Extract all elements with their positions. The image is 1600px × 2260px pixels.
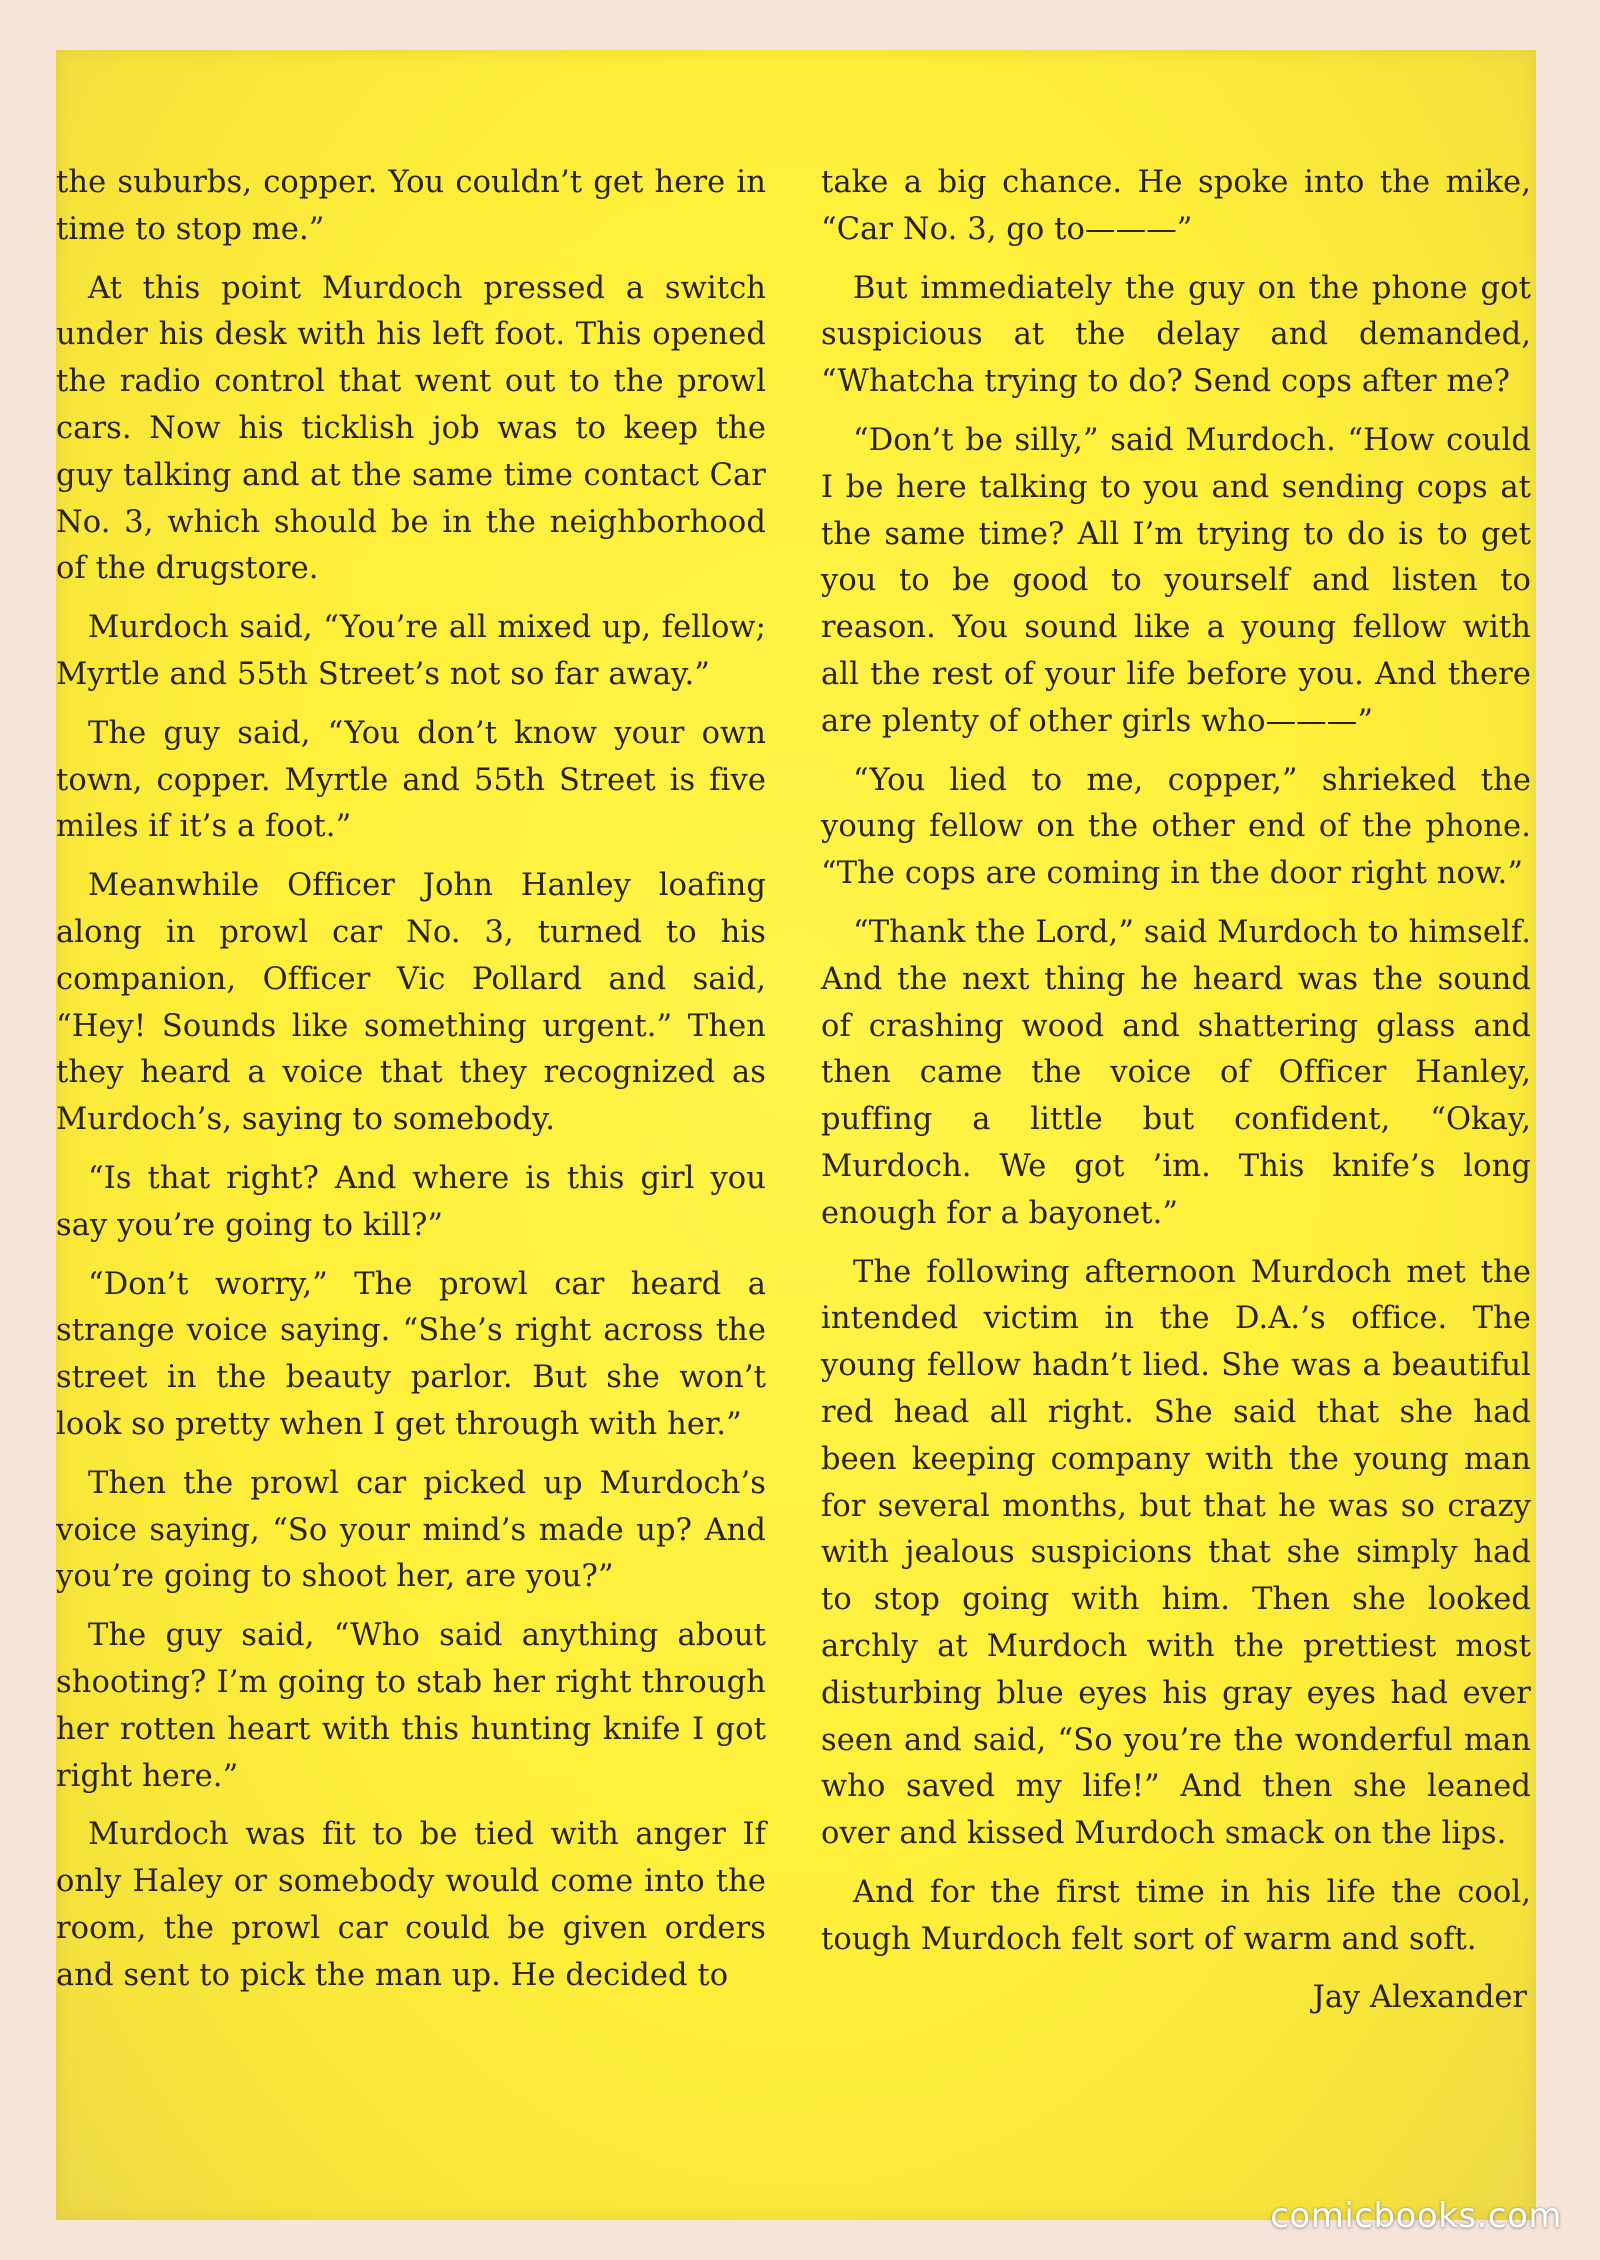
paragraph: “You lied to me, copper,” shrieked the young fellow on the other end of the phone. “The cops are coming in the door right now.” xyxy=(821,762,1531,892)
paragraph: The guy said, “You don’t know your own town, copper. Myrtle and 55th Street is five miles if it’s a foot.” xyxy=(56,715,766,845)
paragraph: the suburbs, copper. You couldn’t get here in time to stop me.” xyxy=(56,165,766,247)
site-watermark: comicbooks.com xyxy=(1270,2196,1562,2236)
paragraph: The following afternoon Murdoch met the intended victim in the D.A.’s office. The young fellow hadn’t lied. She was a beautiful red head all right. She said that she had been keeping company with the young man for several months, but that he was so crazy with jealous suspicions that she simply had to stop going with him. Then she looked archly at Murdoch with the prettiest most disturbing blue eyes his gray eyes had ever seen and said, “So you’re the wonderful man who saved my life!” And then she leaned over and kissed Murdoch smack on the lips. xyxy=(821,1254,1531,1852)
right-column xyxy=(821,160,1531,2021)
paragraph: Murdoch was fit to be tied with anger If only Haley or somebody would come into the room, the prowl car could be given orders and sent to pick the man up. He decided to xyxy=(56,1817,766,1993)
paragraph: Then the prowl car picked up Murdoch’s voice saying, “So your mind’s made up? And you’re going to shoot her, are you?” xyxy=(56,1465,766,1595)
paragraph: And for the first time in his life the cool, tough Murdoch felt sort of warm and soft. xyxy=(821,1874,1531,1957)
left-column xyxy=(56,160,766,2011)
paragraph: “Thank the Lord,” said Murdoch to himself. And the next thing he heard was the sound of crashing wood and shattering glass and then came the voice of Officer Hanley, puffing a little but confident, “Okay, Murdoch. We got ’im. This knife’s long enough for a bayonet.” xyxy=(821,914,1531,1231)
paragraph: The guy said, “Who said anything about shooting? I’m going to stab her right through her rotten heart with this hunting knife I got right here.” xyxy=(56,1618,766,1794)
paragraph: Murdoch said, “You’re all mixed up, fellow; Myrtle and 55th Street’s not so far away.” xyxy=(56,610,766,692)
paragraph: At this point Murdoch pressed a switch under his desk with his left foot. This opened the radio control that went out to the prowl cars. Now his ticklish job was to keep the guy talking and at the same time contact Car No. 3, which should be in the neighborhood of the drugstore. xyxy=(56,270,766,587)
paragraph: “Is that right? And where is this girl you say you’re going to kill?” xyxy=(56,1160,766,1243)
paragraph: But immediately the guy on the phone got suspicious at the delay and demanded, “Whatcha trying to do? Send cops after me? xyxy=(821,270,1531,400)
paragraph: take a big chance. He spoke into the mike, “Car No. 3, go to———” xyxy=(821,165,1531,247)
paragraph: Meanwhile Officer John Hanley loafing along in prowl car No. 3, turned to his companion, Officer Vic Pollard and said, “Hey! Sounds like something urgent.” Then they heard a voice that they recognized as Murdoch’s, saying to somebody. xyxy=(56,868,766,1138)
story-page xyxy=(56,50,1536,2220)
author-byline: Jay Alexander xyxy=(1312,1980,1527,2016)
paragraph: “Don’t worry,” The prowl car heard a strange voice saying. “She’s right across the street in the beauty parlor. But she won’t look so pretty when I get through with her.” xyxy=(56,1266,766,1442)
paragraph: “Don’t be silly,” said Murdoch. “How could I be here talking to you and sending cops at the same time? All I’m trying to do is to get you to be good to yourself and listen to reason. You sound like a young fellow with all the rest of your life before you. And there are plenty of other girls who———” xyxy=(821,422,1531,739)
